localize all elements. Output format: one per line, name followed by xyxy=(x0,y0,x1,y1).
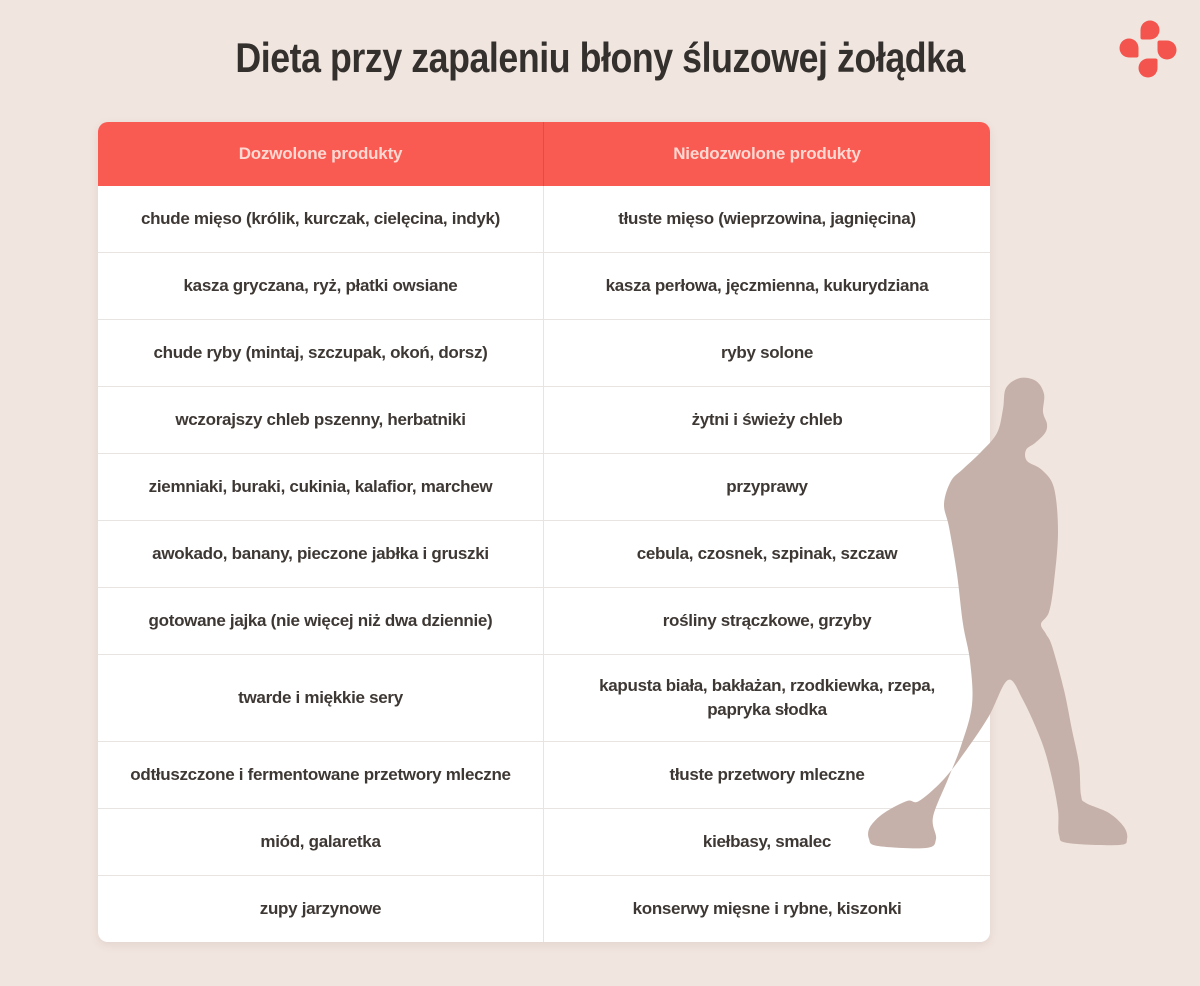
table-row xyxy=(98,741,990,808)
forbidden-cell-text: ryby solone xyxy=(720,343,814,363)
walking-person-shape xyxy=(868,378,1127,849)
table-row xyxy=(98,587,990,654)
table-body xyxy=(98,186,990,942)
forbidden-cell-text: kasza perłowa, jęczmienna, kukurydziana xyxy=(605,276,929,296)
table-row xyxy=(98,319,990,386)
allowed-cell-text: chude mięso (królik, kurczak, cielęcina, indyk) xyxy=(140,209,501,229)
allowed-cell-text: wczorajszy chleb pszenny, herbatniki xyxy=(175,410,466,430)
allowed-cell xyxy=(98,186,544,252)
logo-drop-left xyxy=(1120,39,1139,58)
page-title-text: Dieta przy zapaleniu błony śluzowej żołądka xyxy=(235,34,965,81)
allowed-cell-text: ziemniaki, buraki, cukinia, kalafior, marchew xyxy=(148,477,493,497)
table-row xyxy=(98,654,990,741)
walking-person-silhouette xyxy=(860,370,1140,855)
forbidden-cell-text: rośliny strączkowe, grzyby xyxy=(662,611,872,631)
allowed-cell-text: zupy jarzynowe xyxy=(259,899,382,919)
forbidden-cell-text: kapusta biała, bakłażan, rzodkiewka, rzepa, papryka słodka xyxy=(599,676,935,719)
allowed-cell-text: odtłuszczone i fermentowane przetwory mleczne xyxy=(130,765,511,785)
table-row xyxy=(98,386,990,453)
table-row xyxy=(98,186,990,252)
allowed-cell xyxy=(98,742,544,808)
forbidden-cell-text: cebula, czosnek, szpinak, szczaw xyxy=(636,544,898,564)
forbidden-cell xyxy=(544,186,990,252)
allowed-cell xyxy=(98,253,544,319)
allowed-cell-text: miód, galaretka xyxy=(260,832,381,852)
diet-table xyxy=(98,122,990,942)
table-row xyxy=(98,520,990,587)
logo-drop-bottom xyxy=(1139,59,1158,78)
table-row xyxy=(98,252,990,319)
forbidden-cell xyxy=(544,253,990,319)
forbidden-cell-text: żytni i świeży chleb xyxy=(691,410,843,430)
allowed-cell-text: kasza gryczana, ryż, płatki owsiane xyxy=(183,276,458,296)
logo-drop-right xyxy=(1158,41,1177,60)
allowed-cell xyxy=(98,521,544,587)
allowed-cell xyxy=(98,387,544,453)
forbidden-cell-text: tłuste przetwory mleczne xyxy=(669,765,865,785)
forbidden-cell-text: konserwy mięsne i rybne, kiszonki xyxy=(632,899,902,919)
allowed-cell xyxy=(98,655,544,741)
table-header-row xyxy=(98,122,990,186)
page-title xyxy=(0,36,1200,80)
allowed-cell xyxy=(98,588,544,654)
allowed-products-header: Dozwolone produkty xyxy=(98,122,544,186)
allowed-cell-text: chude ryby (mintaj, szczupak, okoń, dorsz) xyxy=(153,343,488,363)
forbidden-cell xyxy=(544,876,990,942)
table-row xyxy=(98,453,990,520)
forbidden-products-header: Niedozwolone produkty xyxy=(673,144,861,163)
allowed-cell xyxy=(98,320,544,386)
four-drops-logo-icon xyxy=(1112,12,1184,84)
forbidden-cell-text: kiełbasy, smalec xyxy=(702,832,832,852)
allowed-cell-text: gotowane jajka (nie więcej niż dwa dziennie) xyxy=(148,611,493,631)
allowed-cell-text: awokado, banany, pieczone jabłka i gruszki xyxy=(152,544,489,564)
allowed-cell xyxy=(98,454,544,520)
table-row xyxy=(98,808,990,875)
forbidden-cell-text: tłuste mięso (wieprzowina, jagnięcina) xyxy=(618,209,916,229)
allowed-cell-text: twarde i miękkie sery xyxy=(238,688,403,708)
table-row xyxy=(98,875,990,942)
allowed-cell xyxy=(98,809,544,875)
allowed-cell xyxy=(98,876,544,942)
logo-drop-top xyxy=(1141,20,1160,39)
forbidden-cell-text: przyprawy xyxy=(726,477,808,497)
